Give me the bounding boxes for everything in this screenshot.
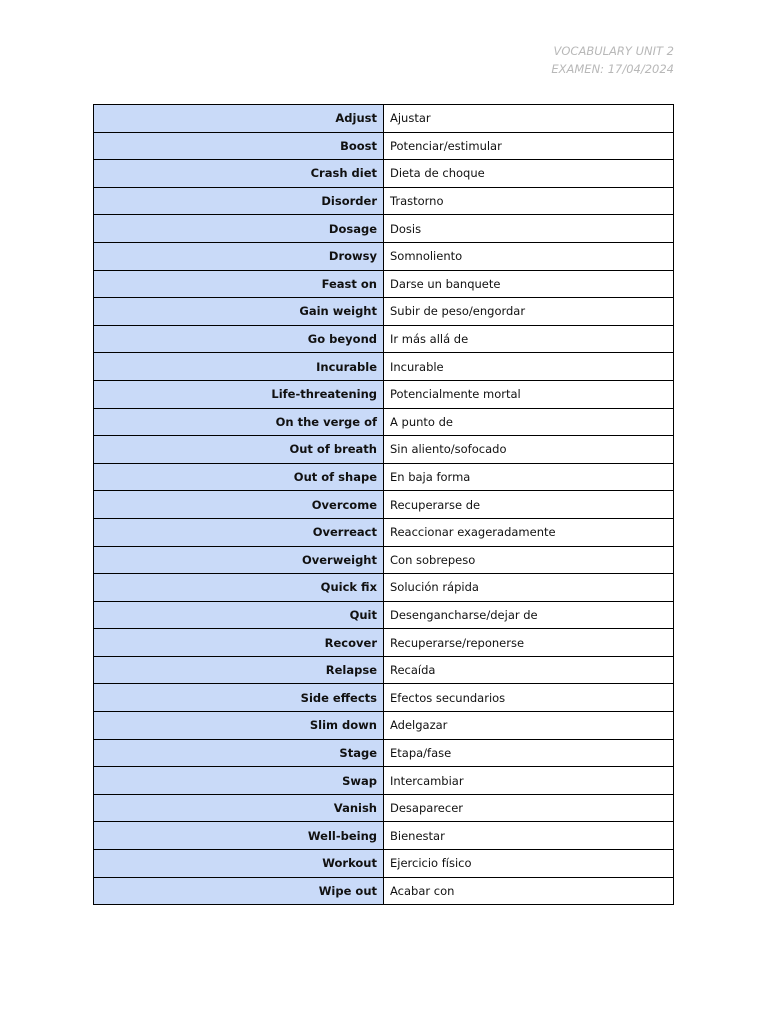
vocabulary-row: [94, 491, 674, 519]
vocabulary-row: [94, 298, 674, 326]
term-cell: Out of shape: [94, 463, 384, 491]
translation-cell: Bienestar: [384, 822, 674, 850]
translation-cell: Recuperarse de: [384, 491, 674, 519]
translation-cell: Potencialmente mortal: [384, 380, 674, 408]
vocabulary-row: [94, 629, 674, 657]
term-cell: Dosage: [94, 215, 384, 243]
header-exam-date: EXAMEN: 17/04/2024: [551, 61, 674, 76]
vocabulary-row: [94, 215, 674, 243]
translation-cell: Ejercicio físico: [384, 850, 674, 878]
vocabulary-row: [94, 132, 674, 160]
vocabulary-row: [94, 518, 674, 546]
translation-cell: Reaccionar exageradamente: [384, 518, 674, 546]
translation-cell: Recaída: [384, 656, 674, 684]
vocabulary-row: [94, 739, 674, 767]
term-cell: Well-being: [94, 822, 384, 850]
translation-cell: Ir más allá de: [384, 325, 674, 353]
term-cell: Go beyond: [94, 325, 384, 353]
translation-cell: Intercambiar: [384, 767, 674, 795]
translation-cell: Ajustar: [384, 105, 674, 133]
vocabulary-row: [94, 712, 674, 740]
translation-cell: Sin aliento/sofocado: [384, 436, 674, 464]
term-cell: Slim down: [94, 712, 384, 740]
translation-cell: Dieta de choque: [384, 160, 674, 188]
translation-cell: A punto de: [384, 408, 674, 436]
translation-cell: Dosis: [384, 215, 674, 243]
vocabulary-row: [94, 601, 674, 629]
term-cell: Stage: [94, 739, 384, 767]
header-title: VOCABULARY UNIT 2: [553, 44, 674, 58]
vocabulary-row: [94, 877, 674, 905]
vocabulary-row: [94, 325, 674, 353]
vocabulary-row: [94, 822, 674, 850]
term-cell: Feast on: [94, 270, 384, 298]
term-cell: Gain weight: [94, 298, 384, 326]
term-cell: Overcome: [94, 491, 384, 519]
term-cell: Adjust: [94, 105, 384, 133]
term-cell: Boost: [94, 132, 384, 160]
translation-cell: Desengancharse/dejar de: [384, 601, 674, 629]
translation-cell: Trastorno: [384, 187, 674, 215]
translation-cell: Acabar con: [384, 877, 674, 905]
translation-cell: Etapa/fase: [384, 739, 674, 767]
translation-cell: Somnoliento: [384, 242, 674, 270]
term-cell: Quit: [94, 601, 384, 629]
vocabulary-table-body: [94, 105, 674, 905]
vocabulary-row: [94, 436, 674, 464]
vocabulary-row: [94, 242, 674, 270]
translation-cell: Incurable: [384, 353, 674, 381]
vocabulary-row: [94, 767, 674, 795]
term-cell: Vanish: [94, 794, 384, 822]
term-cell: Relapse: [94, 656, 384, 684]
term-cell: Crash diet: [94, 160, 384, 188]
vocabulary-row: [94, 850, 674, 878]
vocabulary-row: [94, 684, 674, 712]
term-cell: Overreact: [94, 518, 384, 546]
vocabulary-row: [94, 463, 674, 491]
term-cell: Workout: [94, 850, 384, 878]
translation-cell: Adelgazar: [384, 712, 674, 740]
vocabulary-row: [94, 380, 674, 408]
term-cell: Disorder: [94, 187, 384, 215]
vocabulary-row: [94, 160, 674, 188]
translation-cell: Solución rápida: [384, 574, 674, 602]
term-cell: Drowsy: [94, 242, 384, 270]
vocabulary-row: [94, 353, 674, 381]
translation-cell: Potenciar/estimular: [384, 132, 674, 160]
vocabulary-row: [94, 546, 674, 574]
vocabulary-row: [94, 574, 674, 602]
term-cell: Quick fix: [94, 574, 384, 602]
vocabulary-table: [93, 104, 674, 905]
vocabulary-row: [94, 105, 674, 133]
term-cell: Swap: [94, 767, 384, 795]
term-cell: On the verge of: [94, 408, 384, 436]
term-cell: Wipe out: [94, 877, 384, 905]
translation-cell: Recuperarse/reponerse: [384, 629, 674, 657]
document-header: [551, 43, 674, 78]
term-cell: Overweight: [94, 546, 384, 574]
translation-cell: Efectos secundarios: [384, 684, 674, 712]
vocabulary-row: [94, 408, 674, 436]
vocabulary-row: [94, 656, 674, 684]
vocabulary-row: [94, 270, 674, 298]
translation-cell: Darse un banquete: [384, 270, 674, 298]
translation-cell: Con sobrepeso: [384, 546, 674, 574]
term-cell: Side effects: [94, 684, 384, 712]
term-cell: Recover: [94, 629, 384, 657]
translation-cell: Subir de peso/engordar: [384, 298, 674, 326]
term-cell: Incurable: [94, 353, 384, 381]
term-cell: Life-threatening: [94, 380, 384, 408]
vocabulary-row: [94, 187, 674, 215]
term-cell: Out of breath: [94, 436, 384, 464]
translation-cell: Desaparecer: [384, 794, 674, 822]
translation-cell: En baja forma: [384, 463, 674, 491]
vocabulary-row: [94, 794, 674, 822]
